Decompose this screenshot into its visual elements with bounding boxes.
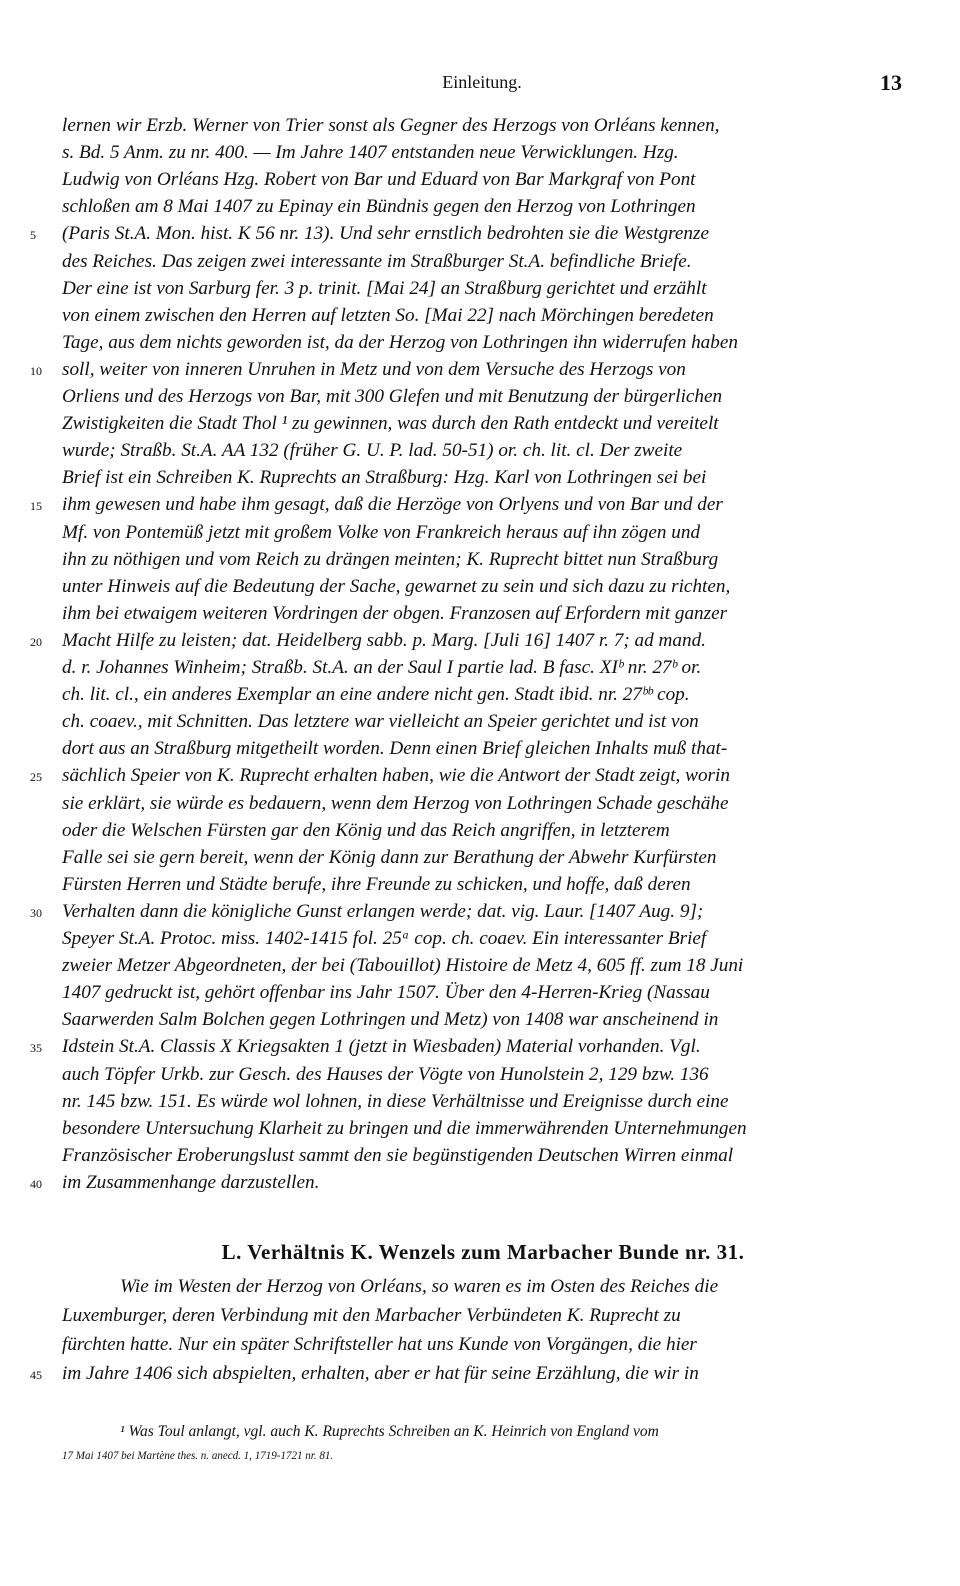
body-line: Saarwerden Salm Bolchen gegen Lothringen und Metz) von 1408 war anscheinend in	[62, 1009, 719, 1031]
footnote-line: ¹ Was Toul anlangt, vgl. auch K. Ruprechts Schreiben an K. Heinrich von England vom	[120, 1423, 659, 1440]
body-line: oder die Welschen Fürsten gar den König und das Reich angriffen, in letzterem	[62, 819, 670, 841]
body-line: (Paris St.A. Mon. hist. K 56 nr. 13). Und sehr ernstlich bedrohten sie die Westgrenze	[62, 223, 709, 245]
body-line: sie erklärt, sie würde es bedauern, wenn dem Herzog von Lothringen Schade geschähe	[62, 792, 729, 814]
body-line: Zwistigkeiten die Stadt Thol ¹ zu gewinnen, was durch den Rath entdeckt und vereitelt	[62, 413, 719, 435]
body-line: ch. coaev., mit Schnitten. Das letztere war vielleicht an Speier gerichtet und ist von	[62, 711, 699, 733]
line-number: 15	[30, 499, 42, 514]
body-line: unter Hinweis auf die Bedeutung der Sache, gewarnet zu sein und sich dazu zu richten,	[62, 575, 731, 597]
body-line: ihm gewesen und habe ihm gesagt, daß die Herzöge von Orlyens und von Bar und der	[62, 494, 723, 516]
footnote-line: 17 Mai 1407 bei Martène thes. n. anecd. 1, 1719-1721 nr. 81.	[62, 1450, 334, 1462]
body-line: 1407 gedruckt ist, gehört offenbar ins Jahr 1507. Über den 4-Herren-Krieg (Nassau	[62, 982, 710, 1004]
body-line: auch Töpfer Urkb. zur Gesch. des Hauses der Vögte von Hunolstein 2, 129 bzw. 136	[62, 1063, 709, 1085]
body-line: Brief ist ein Schreiben K. Ruprechts an Straßburg: Hzg. Karl von Lothringen sei bei	[62, 467, 707, 489]
body-line: schloßen am 8 Mai 1407 zu Epinay ein Bündnis gegen den Herzog von Lothringen	[62, 196, 696, 218]
line-number: 35	[30, 1041, 42, 1056]
body-line: Französischer Eroberungslust sammt den sie begünstigenden Deutschen Wirren einmal	[62, 1144, 734, 1166]
body-line: des Reiches. Das zeigen zwei interessante im Straßburger St.A. befindliche Briefe.	[62, 250, 692, 272]
body-line: sächlich Speier von K. Ruprecht erhalten haben, wie die Antwort der Stadt zeigt, worin	[62, 765, 730, 787]
body-line: Speyer St.A. Protoc. miss. 1402-1415 fol. 25ᵃ cop. ch. coaev. Ein interessanter Brief	[62, 928, 707, 949]
body-line: ch. lit. cl., ein anderes Exemplar an eine andere nicht gen. Stadt ibid. nr. 27ᵇᵇ cop.	[62, 684, 690, 706]
body-line: lernen wir Erzb. Werner von Trier sonst als Gegner des Herzogs von Orléans kennen,	[62, 115, 720, 136]
body-line: ihm bei etwaigem weiteren Vordringen der obgen. Franzosen auf Erfordern mit ganzer	[62, 602, 728, 624]
running-head	[62, 70, 902, 98]
line-number: 20	[30, 634, 42, 649]
line-number: 40	[30, 1176, 42, 1191]
line-number: 30	[30, 905, 42, 920]
body-line: Orliens und des Herzogs von Bar, mit 300 Glefen und mit Benutzung der bürgerlichen	[62, 386, 723, 407]
body-line: Tage, aus dem nichts geworden ist, da der Herzog von Lothringen ihn widerrufen haben	[62, 331, 738, 353]
body-line: Mf. von Pontemüß jetzt mit großem Volke von Frankreich heraus auf ihn zögen und	[62, 521, 701, 543]
body-line: besondere Untersuchung Klarheit zu bringen und die immerwährenden Unternehmungen	[62, 1117, 747, 1139]
body-line: im Zusammenhange darzustellen.	[62, 1171, 320, 1193]
body-line: ihn zu nöthigen und vom Reich zu drängen meinten; K. Ruprecht bittet nun Straßburg	[62, 548, 719, 570]
line-number: 25	[30, 770, 42, 785]
body-line: Macht Hilfe zu leisten; dat. Heidelberg sabb. p. Marg. [Juli 16] 1407 r. 7; ad mand.	[62, 629, 706, 651]
section-heading: L. Verhältnis K. Wenzels zum Marbacher Bunde nr. 31.	[221, 1240, 745, 1264]
body-line: Verhalten dann die königliche Gunst erlangen werde; dat. vig. Laur. [1407 Aug. 9];	[62, 900, 704, 922]
body-line: Ludwig von Orléans Hzg. Robert von Bar und Eduard von Bar Markgraf von Pont	[62, 169, 696, 191]
body-line: Fürsten Herren und Städte berufe, ihre Freunde zu schicken, und hoffe, daß deren	[62, 873, 691, 895]
body-line: Idstein St.A. Classis X Kriegsakten 1 (jetzt in Wiesbaden) Material vorhanden. Vgl.	[62, 1036, 701, 1058]
body-line: zweier Metzer Abgeordneten, der bei (Tabouillot) Histoire de Metz 4, 605 ff. zum 18 Juni	[62, 955, 744, 977]
body-line: von einem zwischen den Herren auf letzten So. [Mai 22] nach Mörchingen beredeten	[62, 304, 714, 326]
body-line: Falle sei sie gern bereit, wenn der König dann zur Berathung der Abwehr Kurfürsten	[62, 846, 717, 868]
body-line: s. Bd. 5 Anm. zu nr. 400. — Im Jahre 1407 entstanden neue Verwicklungen. Hzg.	[62, 142, 679, 164]
section-line: im Jahre 1406 sich abspielten, erhalten, aber er hat für seine Erzählung, die wir in	[62, 1363, 699, 1384]
section-line: Luxemburger, deren Verbindung mit den Marbacher Verbündeten K. Ruprecht zu	[62, 1305, 681, 1326]
line-number: 5	[30, 228, 36, 243]
body-line: Der eine ist von Sarburg fer. 3 p. trinit. [Mai 24] an Straßburg gerichtet und erzählt	[62, 277, 707, 299]
line-number: 45	[30, 1368, 42, 1382]
header-title: Einleitung.	[442, 72, 522, 92]
body-line: wurde; Straßb. St.A. AA 132 (früher G. U. P. lad. 50-51) or. ch. lit. cl. Der zweite	[62, 440, 683, 462]
body-line: nr. 145 bzw. 151. Es würde wol lohnen, in diese Verhältnisse und Ereignisse durch eine	[62, 1090, 729, 1112]
line-number: 10	[30, 363, 42, 378]
body-line: soll, weiter von inneren Unruhen in Metz und von dem Versuche des Herzogs von	[62, 358, 686, 380]
page-number: 13	[880, 70, 902, 95]
section-line: fürchten hatte. Nur ein später Schriftsteller hat uns Kunde von Vorgängen, die hier	[62, 1334, 697, 1355]
section-line: Wie im Westen der Herzog von Orléans, so waren es im Osten des Reiches die	[120, 1276, 719, 1297]
body-line: d. r. Johannes Winheim; Straßb. St.A. an der Saul I partie lad. B fasc. XIᵇ nr. 27ᵇ or.	[62, 657, 702, 678]
body-line: dort aus an Straßburg mitgetheilt worden. Denn einen Brief gleichen Inhalts muß that-	[62, 738, 728, 760]
